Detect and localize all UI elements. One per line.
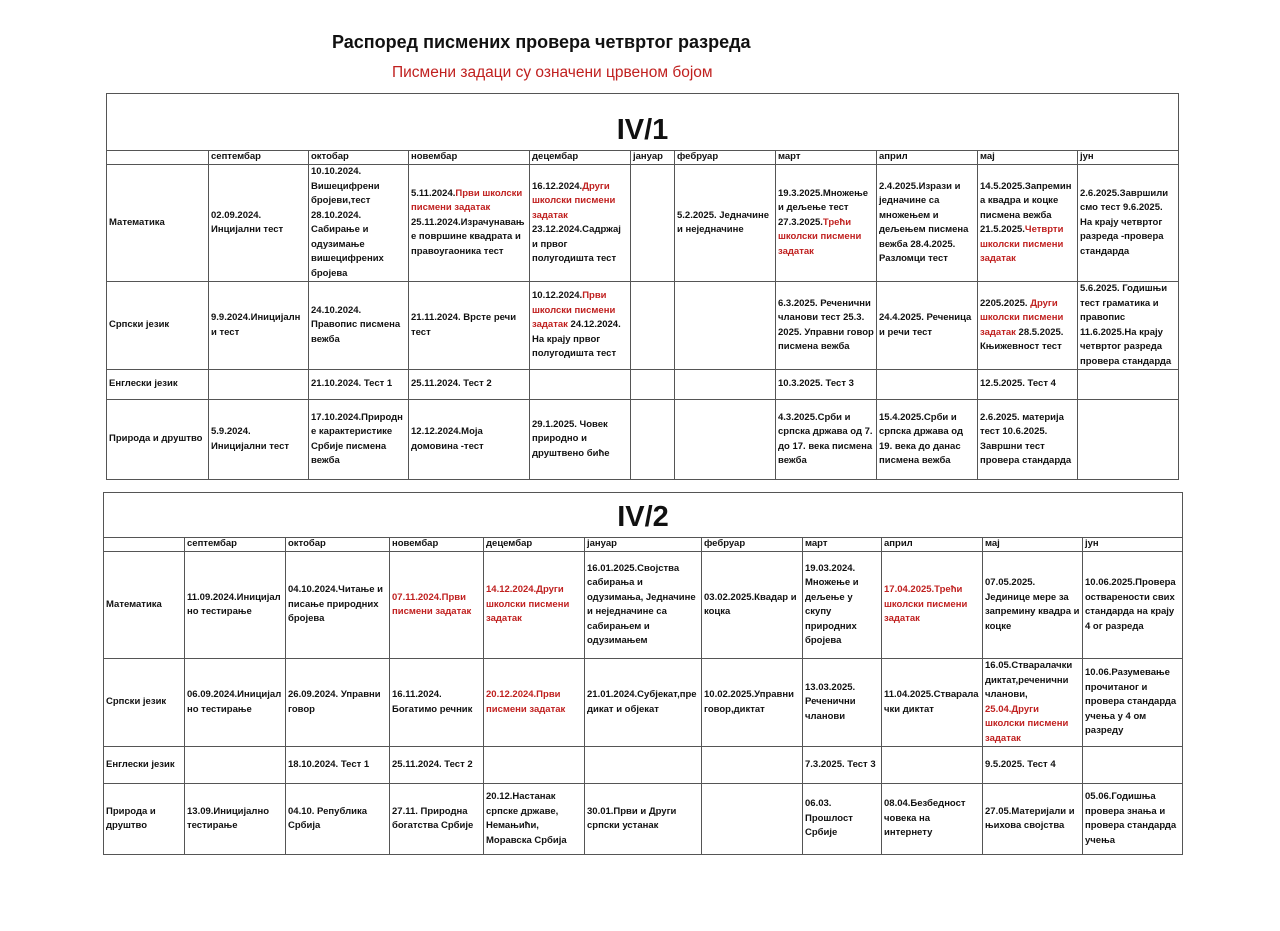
assessment-text: 25.11.2024. Тест 2 <box>392 758 473 770</box>
assessment-text: 06.09.2024.Иницијално тестирање <box>187 689 282 715</box>
schedule-cell <box>585 552 702 659</box>
schedule-cell <box>631 165 675 282</box>
written-task-text: Трећи школски писмени задатак <box>778 216 862 257</box>
schedule-cell <box>286 552 390 659</box>
assessment-text: 15.4.2025.Срби и српска држава од 19. века до данас писмена вежба <box>879 411 963 466</box>
assessment-text: 06.03. Прошлост Србије <box>805 798 853 839</box>
schedule-cell <box>309 282 409 370</box>
assessment-text: 23.12.2024.Садржај и првог полугодишта тест <box>532 224 621 264</box>
assessment-text: 25.11.2024.Израчунавање површине квадрата и правоугаоника тест <box>411 216 525 257</box>
schedule-cell <box>978 165 1078 282</box>
assessment-text: 10.3.2025. Тест 3 <box>778 378 854 390</box>
month-header-row <box>107 151 1179 165</box>
assessment-text: 08.04.Безбедност човека на интернету <box>884 798 966 839</box>
written-task-text: Први школски писмени задатак <box>532 290 616 331</box>
written-task-text: Четврти школски писмени задатак <box>980 224 1064 264</box>
schedule-table-iv1 <box>106 93 1179 480</box>
month-header: септембар <box>185 538 286 552</box>
schedule-cell <box>409 370 530 400</box>
assessment-text: 20.12.Настанак српске државе, Немањићи, Моравска Србија <box>486 791 567 846</box>
assessment-text: 16.12.2024. <box>532 180 583 192</box>
assessment-text: 4.3.2025.Срби и српска држава од 7. до 17. века писмена вежба <box>778 411 873 466</box>
schedule-cell <box>1083 659 1183 747</box>
assessment-text: 21.11.2024. Врсте речи тест <box>411 312 517 338</box>
month-header: мај <box>978 151 1078 165</box>
assessment-text: 9.5.2025. Тест 4 <box>985 758 1056 770</box>
month-header: март <box>776 151 877 165</box>
assessment-text: 04.10. Република Србија <box>288 805 368 831</box>
schedule-cell <box>390 552 484 659</box>
schedule-cell <box>675 370 776 400</box>
month-header: децембар <box>530 151 631 165</box>
assessment-text: 13.09.Иницијално тестирање <box>187 805 269 831</box>
assessment-text: 13.03.2025. Реченични чланови <box>805 681 856 722</box>
month-header: април <box>882 538 983 552</box>
assessment-text: 10.10.2024. Вишецифрени бројеви,тест 28.10.2024. Сабирање и одузимање вишецифрених бројева <box>311 166 384 279</box>
assessment-text: 16.01.2025.Својства сабирања и одузимања, Једначине и неједначине са сабирањем и одузимањем <box>587 562 696 646</box>
month-header: октобар <box>286 538 390 552</box>
month-header: јун <box>1078 151 1179 165</box>
schedule-cell <box>776 400 877 480</box>
schedule-cell <box>309 165 409 282</box>
schedule-cell <box>983 659 1083 747</box>
assessment-text: 12.5.2025. Тест 4 <box>980 378 1056 390</box>
schedule-cell <box>185 747 286 784</box>
written-task-text: 20.12.2024.Први писмени задатак <box>486 689 566 715</box>
schedule-cell <box>702 552 803 659</box>
schedule-cell <box>1078 370 1179 400</box>
schedule-cell <box>803 552 882 659</box>
assessment-text: 19.03.2024. Множење и дељење у скупу природних бројева <box>805 562 859 646</box>
schedule-cell <box>185 552 286 659</box>
schedule-cell <box>390 784 484 855</box>
assessment-text: 6.3.2025. Реченични чланови тест 25.3. 2025. Управни говор писмена вежба <box>778 297 874 352</box>
month-header: фебруар <box>675 151 776 165</box>
schedule-cell <box>185 784 286 855</box>
month-header: мај <box>983 538 1083 552</box>
schedule-cell <box>877 400 978 480</box>
assessment-text: 10.12.2024. <box>532 290 583 302</box>
assessment-text: 27.11. Природна богатства Србије <box>392 805 474 831</box>
assessment-text: 2.6.2025. материја тест 10.6.2025. Завршни тест провера стандарда <box>980 411 1072 466</box>
assessment-text: 2.6.2025.Завршили смо тест 9.6.2025. На крају четвртог разреда -провера стандарда <box>1080 187 1169 257</box>
subject-row <box>104 659 1183 747</box>
schedule-table-iv2 <box>103 492 1183 855</box>
assessment-text: 5.6.2025. Годишњи тест граматика и правопис 11.6.2025.На крају четвртог разреда провера стандарда <box>1080 283 1172 367</box>
assessment-text: 05.06.Годишња провера знања и провера стандарда учења <box>1085 791 1177 846</box>
schedule-cell <box>209 370 309 400</box>
subject-row <box>107 370 1179 400</box>
schedule-cell <box>1078 165 1179 282</box>
subject-cell: Енглески језик <box>104 747 185 784</box>
schedule-cell <box>530 165 631 282</box>
written-task-text: 25.04.Други школски писмени задатак <box>985 703 1069 744</box>
schedule-cell <box>1083 784 1183 855</box>
schedule-cell <box>209 400 309 480</box>
subject-cell: Српски језик <box>107 282 209 370</box>
schedule-cell <box>675 165 776 282</box>
subject-row <box>107 165 1179 282</box>
schedule-cell <box>631 370 675 400</box>
schedule-cell <box>1083 552 1183 659</box>
assessment-text: 14.5.2025.Запремина квадра и коцке писмена вежба 21.5.2025. <box>980 180 1072 235</box>
schedule-cell <box>978 282 1078 370</box>
schedule-cell <box>882 552 983 659</box>
page-title: Распоред писмених провера четвртог разреда <box>332 32 751 52</box>
assessment-text: 29.1.2025. Човек природно и друштвено биће <box>532 418 610 459</box>
schedule-cell <box>585 659 702 747</box>
schedule-cell <box>978 400 1078 480</box>
written-task-text: Други школски писмени задатак <box>980 297 1064 338</box>
schedule-cell <box>484 747 585 784</box>
subject-row <box>104 784 1183 855</box>
assessment-text: 16.05.Стваралачки диктат,реченични чланови, <box>985 660 1073 700</box>
schedule-cell <box>309 400 409 480</box>
subject-cell: Природа и друштво <box>107 400 209 480</box>
month-header: септембар <box>209 151 309 165</box>
month-header: јануар <box>585 538 702 552</box>
subject-row <box>107 400 1179 480</box>
written-task-text: Први школски писмени задатак <box>411 187 523 214</box>
schedule-cell <box>631 400 675 480</box>
corner-cell <box>104 538 185 552</box>
assessment-text: 03.02.2025.Квадар и коцка <box>704 591 797 617</box>
schedule-cell <box>185 659 286 747</box>
schedule-cell <box>484 784 585 855</box>
month-header: март <box>803 538 882 552</box>
schedule-cell <box>286 747 390 784</box>
month-header: фебруар <box>702 538 803 552</box>
written-task-text: 07.11.2024.Први писмени задатак <box>392 591 472 617</box>
month-header: април <box>877 151 978 165</box>
month-header: децембар <box>484 538 585 552</box>
subject-row <box>104 747 1183 784</box>
schedule-cell <box>776 370 877 400</box>
assessment-text: 04.10.2024.Читање и писање природних бројева <box>288 584 384 625</box>
schedule-cell <box>309 370 409 400</box>
subject-row <box>104 552 1183 659</box>
schedule-cell <box>877 165 978 282</box>
subject-cell: Математика <box>107 165 209 282</box>
subject-cell: Математика <box>104 552 185 659</box>
assessment-text: 21.01.2024.Субјекат,предикат и објекат <box>587 689 697 715</box>
month-header: јун <box>1083 538 1183 552</box>
schedule-cell <box>803 659 882 747</box>
assessment-text: 27.05.Материјали и њихова својства <box>985 805 1075 831</box>
written-task-text: 17.04.2025.Трећи школски писмени задатак <box>884 584 968 625</box>
schedule-cell <box>776 282 877 370</box>
schedule-cell <box>882 659 983 747</box>
corner-cell <box>107 151 209 165</box>
assessment-text: 10.02.2025.Управни говор,диктат <box>704 689 794 715</box>
assessment-text: 5.11.2024. <box>411 187 456 199</box>
schedule-cell <box>702 747 803 784</box>
schedule-cell <box>675 282 776 370</box>
schedule-cell <box>702 784 803 855</box>
schedule-cell <box>409 165 530 282</box>
assessment-text: 7.3.2025. Тест 3 <box>805 758 876 770</box>
schedule-cell <box>702 659 803 747</box>
schedule-cell <box>409 282 530 370</box>
assessment-text: 2205.2025. <box>980 297 1031 309</box>
schedule-cell <box>530 370 631 400</box>
schedule-cell <box>409 400 530 480</box>
schedule-cell <box>585 747 702 784</box>
schedule-cell <box>803 747 882 784</box>
written-task-text: 14.12.2024.Други школски писмени задатак <box>486 584 570 625</box>
schedule-cell <box>675 400 776 480</box>
schedule-cell <box>877 370 978 400</box>
written-task-text: Други школски писмени задатак <box>532 180 616 221</box>
schedule-cell <box>978 370 1078 400</box>
schedule-cell <box>484 552 585 659</box>
assessment-text: 26.09.2024. Управни говор <box>288 689 381 715</box>
assessment-text: 19.3.2025.Множење и дељење тест 27.3.2025. <box>778 187 869 228</box>
schedule-cell <box>803 784 882 855</box>
assessment-text: 30.01.Први и Други српски устанак <box>587 805 677 831</box>
assessment-text: 25.11.2024. Тест 2 <box>411 378 492 390</box>
schedule-cell <box>530 282 631 370</box>
schedule-cell <box>390 659 484 747</box>
month-header: новембар <box>390 538 484 552</box>
month-header: новембар <box>409 151 530 165</box>
schedule-cell <box>286 784 390 855</box>
month-header: октобар <box>309 151 409 165</box>
assessment-text: 17.10.2024.Природне карактеристике Србије писмена вежба <box>311 411 403 466</box>
assessment-text: 21.10.2024. Тест 1 <box>311 378 393 390</box>
assessment-text: 5.9.2024. Иницијални тест <box>211 426 290 452</box>
schedule-cell <box>631 282 675 370</box>
assessment-text: 12.12.2024.Моја домовина -тест <box>411 426 484 452</box>
subject-row <box>107 282 1179 370</box>
schedule-cell <box>530 400 631 480</box>
schedule-cell <box>983 747 1083 784</box>
schedule-cell <box>209 282 309 370</box>
schedule-cell <box>882 784 983 855</box>
assessment-text: 24.10.2024. Правопис писмена вежба <box>311 304 401 345</box>
schedule-cell <box>983 552 1083 659</box>
assessment-text: 24.12.2024. На крају првог полугодишта тест <box>532 319 621 360</box>
schedule-cell <box>882 747 983 784</box>
schedule-cell <box>209 165 309 282</box>
schedule-cell <box>1078 400 1179 480</box>
class-heading: IV/1 <box>107 94 1179 151</box>
assessment-text: 18.10.2024. Тест 1 <box>288 758 370 770</box>
schedule-cell <box>877 282 978 370</box>
schedule-cell <box>983 784 1083 855</box>
assessment-text: 5.2.2025. Једначине и неједначине <box>677 209 770 235</box>
assessment-text: 02.09.2024. Инцијални тест <box>211 209 284 235</box>
assessment-text: 9.9.2024.Иницијални тест <box>211 312 301 338</box>
subject-cell: Енглески језик <box>107 370 209 400</box>
assessment-text: 28.5.2025. Књижевност тест <box>980 326 1064 352</box>
schedule-cell <box>390 747 484 784</box>
schedule-cell <box>1078 282 1179 370</box>
assessment-text: 24.4.2025. Реченица и речи тест <box>879 312 972 338</box>
schedule-cell <box>585 784 702 855</box>
subject-cell: Српски језик <box>104 659 185 747</box>
schedule-cell <box>1083 747 1183 784</box>
assessment-text: 10.06.2025.Провера остварености свих стандарда на крају 4 ог разреда <box>1085 577 1176 632</box>
page-subtitle: Писмени задаци су означени црвеном бојом <box>392 64 713 81</box>
class-heading: IV/2 <box>104 493 1183 538</box>
assessment-text: 10.06.Разумевање прочитаног и провера стандарда учења у 4 ом разреду <box>1085 667 1177 737</box>
month-header: јануар <box>631 151 675 165</box>
subject-cell: Природа и друштво <box>104 784 185 855</box>
schedule-cell <box>484 659 585 747</box>
month-header-row <box>104 538 1183 552</box>
assessment-text: 2.4.2025.Изрази и једначине са множењем и дељењем писмена вежба 28.4.2025. Разломци тест <box>879 180 969 264</box>
assessment-text: 07.05.2025. Јединице мере за запремину квадра и коцке <box>985 577 1080 632</box>
assessment-text: 16.11.2024. Богатимо речник <box>392 689 473 715</box>
assessment-text: 11.04.2025.Стваралачки диктат <box>884 689 979 715</box>
schedule-cell <box>286 659 390 747</box>
schedule-cell <box>776 165 877 282</box>
assessment-text: 11.09.2024.Иницијално тестирање <box>187 591 281 617</box>
